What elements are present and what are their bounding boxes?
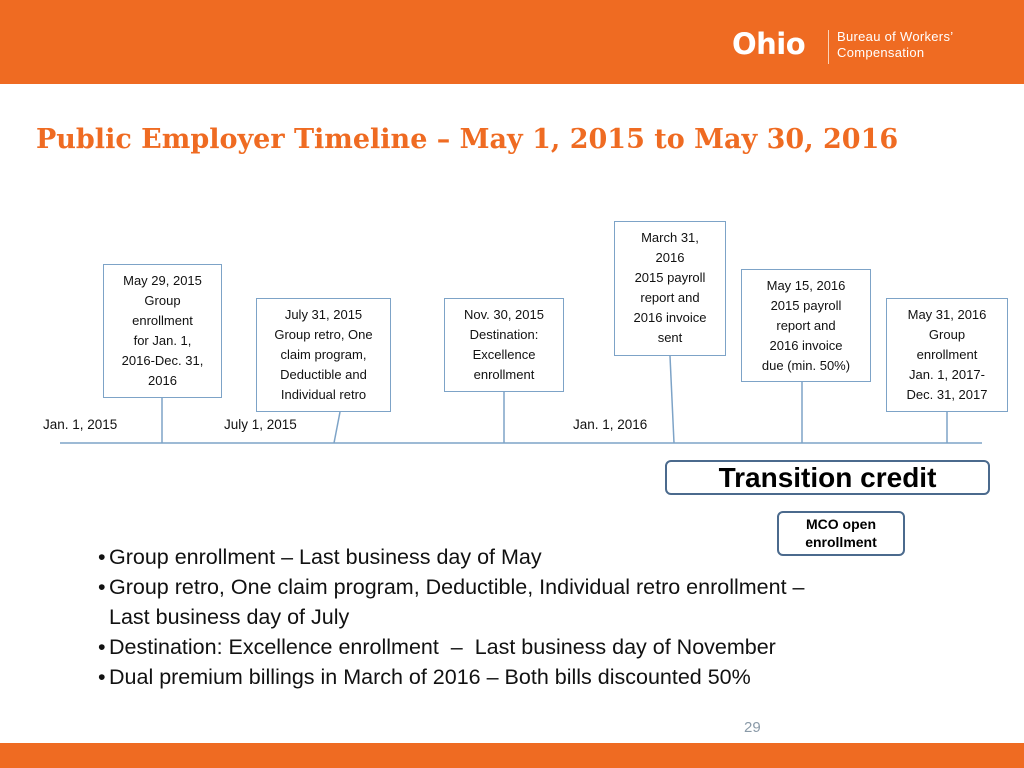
event-text: May 29, 2015 xyxy=(123,273,202,288)
event-text: March 31, xyxy=(641,230,699,245)
event-text: 2015 payroll xyxy=(770,298,842,313)
event-text: 2016 xyxy=(148,373,177,388)
bullet-text: Dual premium billings in March of 2016 – Both bills discounted 50% xyxy=(109,665,751,689)
event-text: due (min. 50%) xyxy=(761,358,851,373)
bullet-item xyxy=(98,632,918,662)
event-box-may-15-2016 xyxy=(741,269,871,382)
bullet-marker: • xyxy=(98,575,106,599)
event-text: report and xyxy=(776,318,836,333)
event-box-march-31-2016 xyxy=(614,221,726,356)
event-box-may-29-2015 xyxy=(103,264,222,398)
logo-wordmark: Ohio xyxy=(732,27,806,61)
event-text: July 31, 2015 xyxy=(284,307,363,322)
transition-credit-box: Transition credit xyxy=(665,460,990,495)
bullet-item xyxy=(98,572,918,632)
mco-line-2: enrollment xyxy=(805,534,877,550)
event-text: enrollment xyxy=(473,367,535,382)
event-text: Group retro, One xyxy=(274,327,373,342)
tick-label-july-2015: July 1, 2015 xyxy=(224,417,297,432)
event-text: Nov. 30, 2015 xyxy=(464,307,544,322)
connector-july-31-2015 xyxy=(334,412,340,443)
bullet-marker: • xyxy=(98,665,106,689)
event-box-july-31-2015 xyxy=(256,298,391,412)
tick-label-jan-2015: Jan. 1, 2015 xyxy=(43,417,118,432)
event-text: 2016 invoice xyxy=(633,310,707,325)
bullet-item xyxy=(98,542,918,572)
event-text: Individual retro xyxy=(280,387,367,402)
bullet-text: Group enrollment – Last business day of May xyxy=(109,545,542,569)
event-text: Excellence xyxy=(472,347,536,362)
connector-march-31-2016 xyxy=(670,356,674,443)
bullet-text: Destination: Excellence enrollment – Last business day of November xyxy=(109,635,776,659)
event-text: report and xyxy=(640,290,700,305)
event-text: claim program, xyxy=(280,347,367,362)
event-text: 2016 xyxy=(655,250,685,265)
tick-label-jan-2016: Jan. 1, 2016 xyxy=(573,417,648,432)
event-text: 2016-Dec. 31, xyxy=(121,353,204,368)
bullet-text: Group retro, One claim program, Deductible, Individual retro enrollment – Last business day of July xyxy=(109,575,805,629)
bullet-item xyxy=(98,662,918,692)
event-text: Destination: xyxy=(469,327,539,342)
event-text: May 15, 2016 xyxy=(766,278,846,293)
event-box-may-31-2016 xyxy=(886,298,1008,412)
event-text: Jan. 1, 2017- xyxy=(909,367,985,382)
event-text: 2016 invoice xyxy=(769,338,843,353)
page-number: 29 xyxy=(744,719,761,736)
event-text: Dec. 31, 2017 xyxy=(906,387,988,402)
event-text: for Jan. 1, xyxy=(133,333,192,348)
event-text: Group xyxy=(928,327,966,342)
bullet-list xyxy=(98,542,918,692)
bullet-marker: • xyxy=(98,545,106,569)
event-text: 2015 payroll xyxy=(634,270,706,285)
bullet-marker: • xyxy=(98,635,106,659)
event-box-nov-30-2015 xyxy=(444,298,564,392)
logo-subtitle-line-1: Bureau of Workers’ xyxy=(837,29,954,44)
event-text: Deductible and xyxy=(280,367,367,382)
slide-title: Public Employer Timeline – May 1, 2015 to May 30, 2016 xyxy=(36,124,899,155)
event-text: sent xyxy=(657,330,683,345)
event-text: enrollment xyxy=(916,347,978,362)
event-text: May 31, 2016 xyxy=(907,307,987,322)
logo-subtitle-line-2: Compensation xyxy=(837,45,925,60)
mco-line-1: MCO open xyxy=(806,516,876,532)
footer-bar xyxy=(0,743,1024,768)
event-text: Group xyxy=(144,293,181,308)
event-text: enrollment xyxy=(132,313,193,328)
